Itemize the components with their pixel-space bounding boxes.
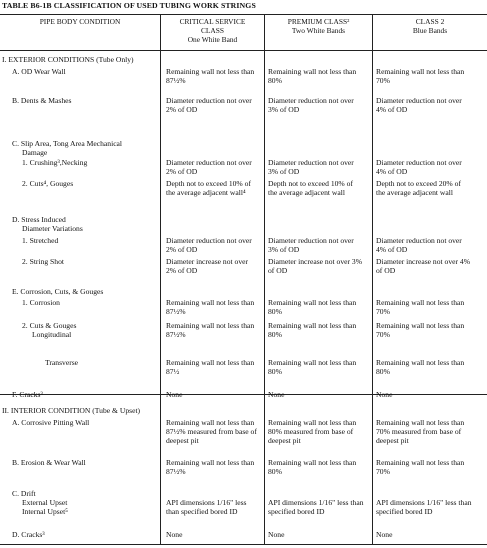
criteria-cell-c1: Remaining wall not less than <box>166 321 255 330</box>
criteria-cell-c3: Diameter reduction not over <box>376 96 462 105</box>
criteria-cell-c2: Diameter reduction not over <box>268 236 354 245</box>
criteria-cell-c2: Remaining wall not less than <box>268 358 357 367</box>
criteria-cell-c3: None <box>376 530 393 539</box>
header-premium-line1: PREMIUM CLASS² <box>287 17 350 26</box>
condition-label: 2. Cuts⁴, Gouges <box>22 179 74 188</box>
col-divider-1 <box>160 14 161 544</box>
condition-label: D. Cracks³ <box>12 530 45 539</box>
condition-label: F. Cracks³ <box>12 390 43 399</box>
criteria-cell-c1: None <box>166 530 183 539</box>
criteria-cell-c2: 3% of OD <box>268 245 300 255</box>
col-divider-3 <box>372 14 373 544</box>
criteria-cell-c2: Remaining wall not less than <box>268 458 357 467</box>
criteria-cell-c3: Remaining wall not less than <box>376 418 465 427</box>
condition-label: 2. Cuts & Gouges <box>22 321 77 330</box>
criteria-cell-c1: API dimensions 1/16" less <box>166 498 247 508</box>
section-exterior-conditions: I. EXTERIOR CONDITIONS (Tube Only) <box>2 55 134 64</box>
criteria-cell-c2: Diameter reduction not over <box>268 158 354 167</box>
rule-top <box>0 14 487 15</box>
header-critical-line2: CLASS <box>200 26 224 35</box>
criteria-cell-c1: deepest pit <box>166 436 199 446</box>
criteria-cell-c3: 4% of OD <box>376 167 408 177</box>
criteria-cell-c1: Remaining wall not less than <box>166 418 255 427</box>
section-interior-condition: II. INTERIOR CONDITION (Tube & Upset) <box>2 406 141 415</box>
condition-label: C. Drift <box>12 489 36 498</box>
criteria-cell-c1: Remaining wall not less than <box>166 298 255 307</box>
condition-label: E. Corrosion, Cuts, & Gouges <box>12 287 104 296</box>
criteria-cell-c2: 80% <box>268 76 282 86</box>
criteria-cell-c2: Remaining wall not less than <box>268 298 357 307</box>
criteria-cell-c1: Diameter reduction not over <box>166 96 252 105</box>
criteria-cell-c1: 87½% <box>166 76 186 86</box>
header-critical-line1: CRITICAL SERVICE <box>179 17 246 26</box>
criteria-cell-c3: Remaining wall not less than <box>376 321 465 330</box>
criteria-cell-c2: None <box>268 390 285 399</box>
criteria-cell-c3: deepest pit <box>376 436 409 446</box>
criteria-cell-c3: None <box>376 390 393 399</box>
condition-label: Longitudinal <box>32 330 72 340</box>
criteria-cell-c1: 2% of OD <box>166 167 198 177</box>
criteria-cell-c2: 80% <box>268 467 282 477</box>
criteria-cell-c2: of OD <box>268 266 288 276</box>
condition-label: B. Erosion & Wear Wall <box>12 458 86 467</box>
criteria-cell-c2: Remaining wall not less than <box>268 321 357 330</box>
criteria-cell-c2: Remaining wall not less than <box>268 418 357 427</box>
criteria-cell-c2: Diameter increase not over 3% <box>268 257 363 266</box>
condition-label: 2. String Shot <box>22 257 64 266</box>
criteria-cell-c2: 80% measured from base of <box>268 427 354 437</box>
condition-label: B. Dents & Mashes <box>12 96 72 105</box>
criteria-cell-c3: Remaining wall not less than <box>376 358 465 367</box>
criteria-cell-c1: Diameter reduction not over <box>166 236 252 245</box>
header-class2-line1: CLASS 2 <box>415 17 445 26</box>
header-pipe-body-condition: PIPE BODY CONDITION <box>39 17 121 26</box>
criteria-cell-c2: 80% <box>268 307 282 317</box>
criteria-cell-c1: Remaining wall not less than <box>166 67 255 76</box>
criteria-cell-c1: None <box>166 390 183 399</box>
criteria-cell-c1: 87½% <box>166 467 186 477</box>
rule-header <box>0 50 487 51</box>
header-class2-line2: Blue Bands <box>412 26 448 35</box>
header-critical-line3: One White Band <box>187 35 238 44</box>
criteria-cell-c3: API dimensions 1/16" less than <box>376 498 472 508</box>
criteria-cell-c3: 70% <box>376 76 390 86</box>
criteria-cell-c1: 2% of OD <box>166 105 198 115</box>
col-divider-2 <box>264 14 265 544</box>
criteria-cell-c3: 4% of OD <box>376 105 408 115</box>
criteria-cell-c1: 2% of OD <box>166 266 198 276</box>
criteria-cell-c2: None <box>268 530 285 539</box>
rule-section-2 <box>0 394 487 395</box>
condition-label: 1. Crushing³,Necking <box>22 158 88 167</box>
criteria-cell-c1: 87½% <box>166 307 186 317</box>
condition-label: A. OD Wear Wall <box>12 67 66 76</box>
condition-label: Internal Upset⁵ <box>22 507 68 517</box>
criteria-cell-c2: the average adjacent wall <box>268 188 345 198</box>
criteria-cell-c2: 3% of OD <box>268 105 300 115</box>
criteria-cell-c3: 70% <box>376 307 390 317</box>
criteria-cell-c3: 70% <box>376 330 390 340</box>
criteria-cell-c3: 70% <box>376 467 390 477</box>
criteria-cell-c3: specified bored ID <box>376 507 433 517</box>
criteria-cell-c1: 2% of OD <box>166 245 198 255</box>
condition-label: External Upset <box>22 498 68 508</box>
criteria-cell-c3: Diameter reduction not over <box>376 236 462 245</box>
criteria-cell-c1: the average adjacent wall⁴ <box>166 188 246 198</box>
criteria-cell-c3: Remaining wall not less than <box>376 458 465 467</box>
criteria-cell-c1: 87½ <box>166 367 180 377</box>
condition-label: D. Stress Induced <box>12 215 66 224</box>
criteria-cell-c3: of OD <box>376 266 396 276</box>
criteria-cell-c3: 70% measured from base of <box>376 427 462 437</box>
condition-label: Diameter Variations <box>22 224 83 234</box>
criteria-cell-c2: Remaining wall not less than <box>268 67 357 76</box>
criteria-cell-c2: Diameter reduction not over <box>268 96 354 105</box>
criteria-cell-c1: than specified bored ID <box>166 507 238 517</box>
condition-label: C. Slip Area, Tong Area Mechanical <box>12 139 123 148</box>
criteria-cell-c1: Diameter increase not over <box>166 257 249 266</box>
criteria-cell-c3: Depth not to exceed 20% of <box>376 179 461 188</box>
criteria-cell-c1: 87½% measured from base of <box>166 427 257 437</box>
criteria-cell-c3: Remaining wall not less than <box>376 298 465 307</box>
criteria-cell-c2: API dimensions 1/16" less than <box>268 498 364 508</box>
criteria-cell-c3: Diameter increase not over 4% <box>376 257 471 266</box>
table-title: TABLE B6-1B CLASSIFICATION OF USED TUBING WORK STRINGS <box>2 1 256 10</box>
criteria-cell-c2: specified bored ID <box>268 507 325 517</box>
condition-label: 1. Corrosion <box>22 298 60 307</box>
criteria-cell-c2: 80% <box>268 330 282 340</box>
criteria-cell-c1: Depth not to exceed 10% of <box>166 179 251 188</box>
criteria-cell-c2: 80% <box>268 367 282 377</box>
criteria-cell-c1: Diameter reduction not over <box>166 158 252 167</box>
condition-label: Transverse <box>45 358 79 367</box>
header-premium-line2: Two White Bands <box>291 26 346 35</box>
criteria-cell-c3: Remaining wall not less than <box>376 67 465 76</box>
condition-label: 1. Stretched <box>22 236 59 245</box>
criteria-cell-c3: the average adjacent wall <box>376 188 453 198</box>
condition-label: A. Corrosive Pitting Wall <box>12 418 90 427</box>
criteria-cell-c2: Depth not to exceed 10% of <box>268 179 353 188</box>
criteria-cell-c3: Diameter reduction not over <box>376 158 462 167</box>
criteria-cell-c1: Remaining wall not less than <box>166 458 255 467</box>
criteria-cell-c3: 80% <box>376 367 390 377</box>
criteria-cell-c1: 87½% <box>166 330 186 340</box>
condition-label: Damage <box>22 148 48 158</box>
criteria-cell-c3: 4% of OD <box>376 245 408 255</box>
criteria-cell-c2: deepest pit <box>268 436 301 446</box>
criteria-cell-c1: Remaining wall not less than <box>166 358 255 367</box>
criteria-cell-c2: 3% of OD <box>268 167 300 177</box>
rule-bottom <box>0 544 487 545</box>
